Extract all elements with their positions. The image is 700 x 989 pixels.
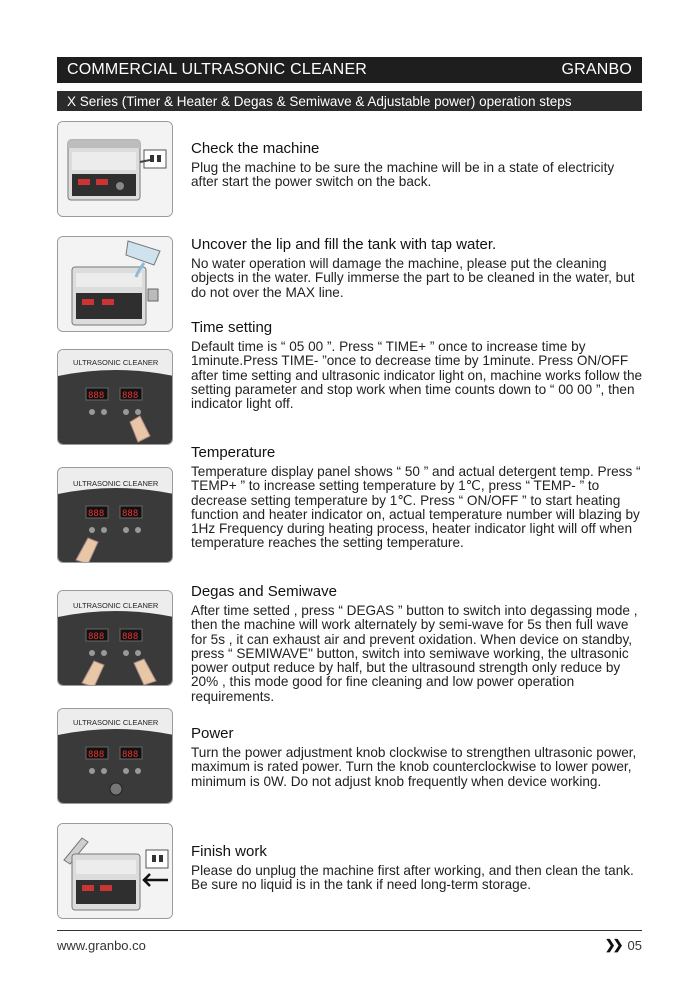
step-title: Finish work (191, 843, 267, 860)
step-title: Time setting (191, 319, 273, 336)
panel-label: ULTRASONIC CLEANER (73, 479, 159, 488)
header-brand: GRANBO (561, 61, 632, 78)
section-subheader (57, 91, 642, 111)
svg-text:888: 888 (122, 391, 139, 401)
cleaner-fill-image (57, 236, 173, 332)
svg-text:888: 888 (88, 391, 105, 401)
step-body: Temperature display panel shows “ 50 ” and actual detergent temp. Press “ TEMP+ ” to increase setting temperature by 1℃, press “ TEMP- ” to decrease setting temperature by 1℃. Press “ ON/OFF ” to start heating function and heater indicator on, actual temperature number will blazing by 1Hz Frequency during heating process, heater indicator light will off when temperature reaches the setting temperature. (191, 464, 641, 551)
cleaner-unplug-image (57, 823, 173, 919)
step-body: Default time is “ 05 00 ”. Press “ TIME+ ” once to increase time by 1minute.Press TIME- ”once to decrease time by 1minute. Press ON/OFF after time setting and ultrasonic indicator light on, machine works follow the setting parameter and stop work when time counts down to “ 00 00 ”, then indicator light off. (191, 339, 643, 412)
svg-text:888: 888 (88, 632, 105, 642)
step-body: No water operation will damage the machine, please put the cleaning objects in the water. Fully immerse the part to be cleaned in the water, but do not over the MAX line. (191, 256, 635, 300)
step-title: Power (191, 725, 234, 742)
double-chevron-right-icon: ❯❯ (604, 937, 621, 952)
step-body: Turn the power adjustment knob clockwise to strengthen ultrasonic power, maximum is rated power. Turn the knob counterclockwise to lower power, minimum is 0W. Do not adjust knob frequently when device working. (191, 745, 637, 789)
cleaner-plug-image (57, 121, 173, 217)
step-body: Please do unplug the machine first after working, and then clean the tank. Be sure no liquid is in the tank if need long-term storage. (191, 863, 634, 893)
svg-text:888: 888 (122, 509, 139, 519)
step-title: Degas and Semiwave (191, 583, 337, 600)
panel-label: ULTRASONIC CLEANER (73, 718, 159, 727)
footer-divider (57, 930, 642, 931)
svg-text:888: 888 (88, 750, 105, 760)
step-body: Plug the machine to be sure the machine will be in a state of electricity after start the power switch on the back. (191, 160, 615, 190)
footer-page (605, 937, 642, 953)
svg-text:888: 888 (122, 632, 139, 642)
step-title: Check the machine (191, 140, 320, 157)
step-body: After time setted , press “ DEGAS ” button to switch into degassing mode , then the machine will work alternately by semi-wave for 5s then full wave for 5s , it can exhaust air and prevent oxidation. When device on standby, press “ SEMIWAVE" button, switch into semiwave working, the ultrasonic power output reduce by half, but the ultrasound strength only reduce by 20% , this mode good for fine cleaning and low power operation requirements. (191, 603, 638, 704)
header-title: COMMERCIAL ULTRASONIC CLEANER (67, 61, 368, 78)
step-title: Temperature (191, 444, 276, 461)
svg-text:888: 888 (88, 509, 105, 519)
panel-label: ULTRASONIC CLEANER (73, 358, 159, 367)
subheader-text: X Series (Timer & Heater & Degas & Semiwave & Adjustable power) operation steps (67, 93, 572, 109)
page-header (57, 57, 642, 83)
svg-text:888: 888 (122, 750, 139, 760)
panel-label: ULTRASONIC CLEANER (73, 601, 159, 610)
step-title: Uncover the lip and fill the tank with tap water. (191, 236, 497, 253)
footer-website: www.granbo.co (57, 938, 146, 953)
page-number: 05 (627, 937, 642, 953)
